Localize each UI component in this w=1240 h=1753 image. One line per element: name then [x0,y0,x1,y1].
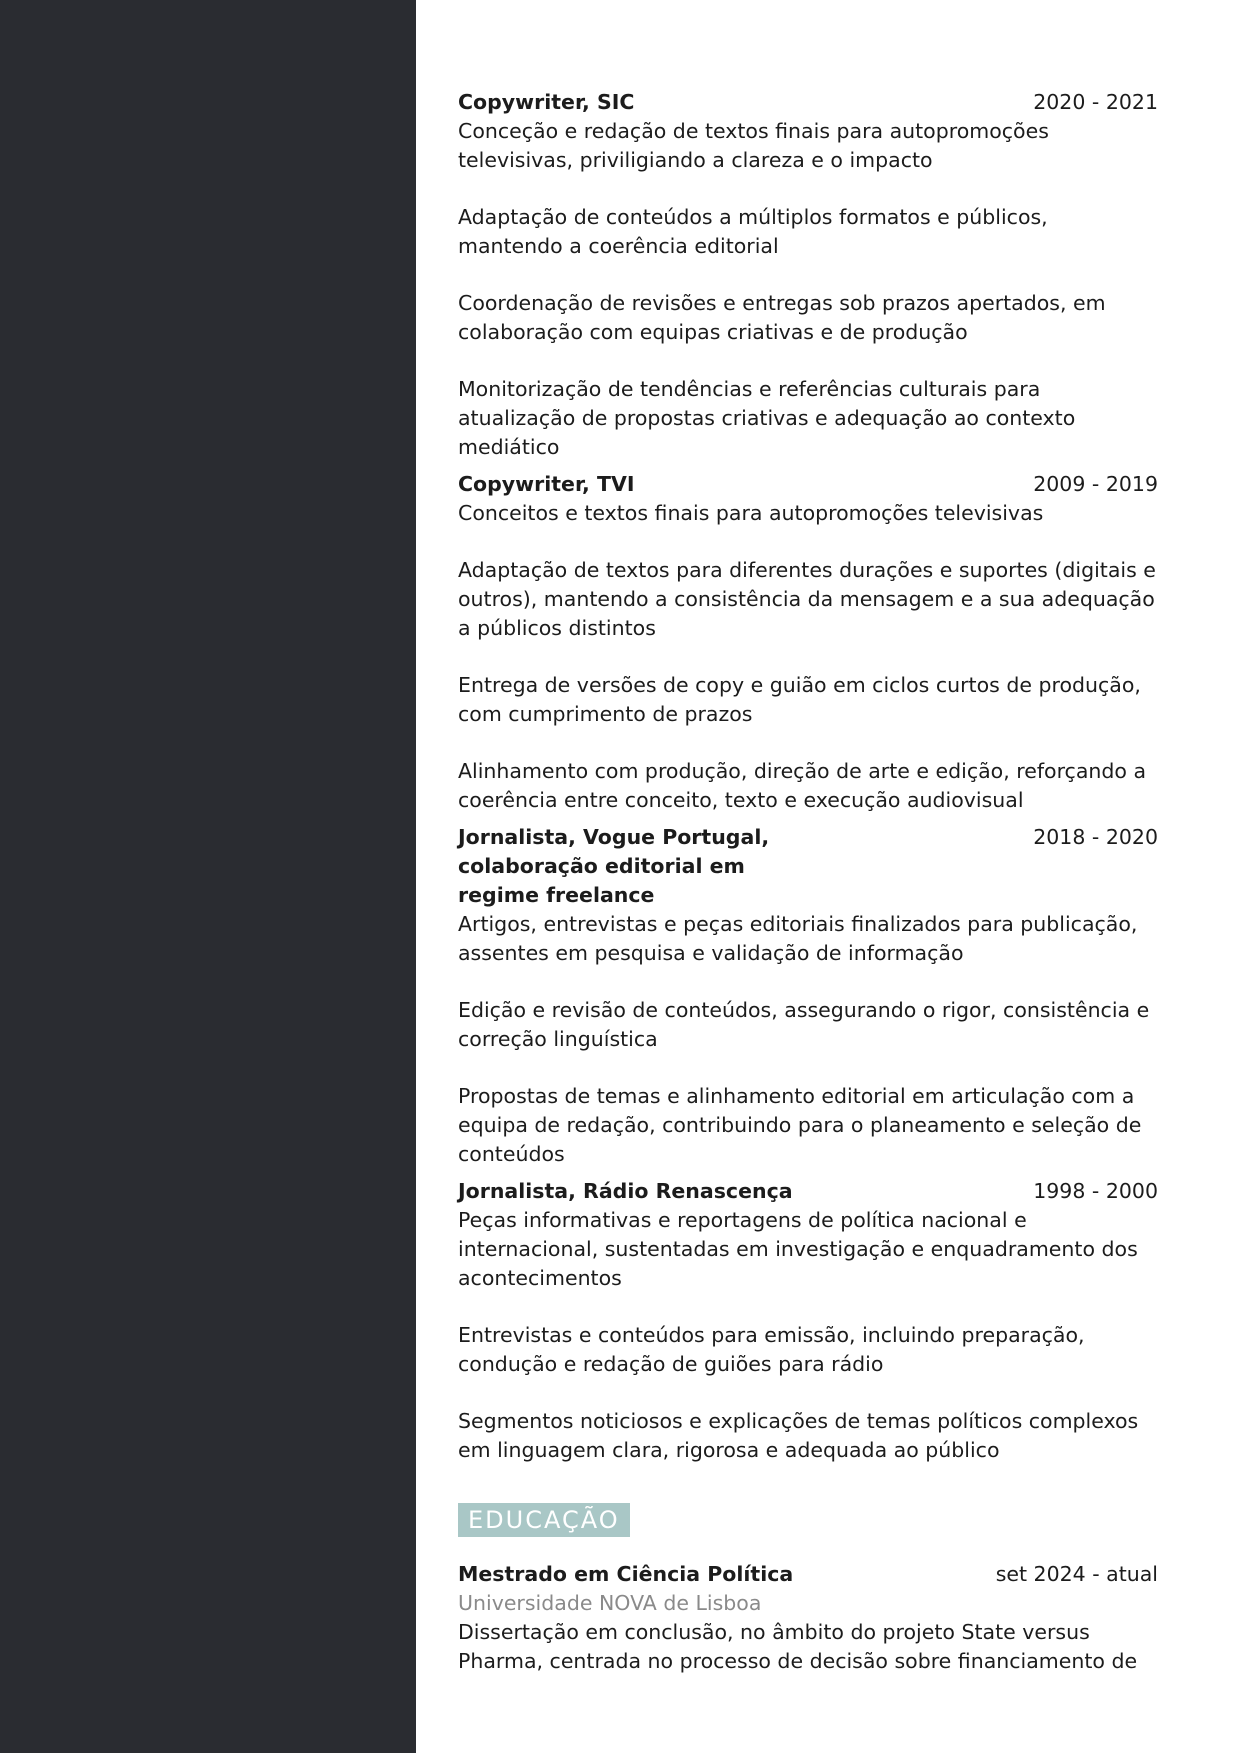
experience-entry [458,1177,1158,1465]
job-bullet: Adaptação de conteúdos a múltiplos formatos e públicos, mantendo a coerência editorial [458,205,1048,258]
job-bullet: Edição e revisão de conteúdos, assegurando o rigor, consistência e correção linguística [458,998,1150,1051]
education-institution: Universidade NOVA de Lisboa [458,1591,762,1615]
job-bullet: Segmentos noticiosos e explicações de temas políticos complexos em linguagem clara, rigorosa e adequada ao público [458,1409,1139,1462]
experience-entry [458,88,1158,462]
job-bullet: Alinhamento com produção, direção de arte e edição, reforçando a coerência entre conceito, texto e execução audiovisual [458,759,1147,812]
job-bullet: Monitorização de tendências e referências culturais para atualização de propostas criativas e adequação ao contexto mediático [458,377,1076,459]
job-title: Jornalista, Vogue Portugal, colaboração editorial em regime freelance [458,825,770,907]
experience-entry [458,470,1158,815]
job-bullet: Coordenação de revisões e entregas sob prazos apertados, em colaboração com equipas criativas e de produção [458,291,1106,344]
job-bullet: Peças informativas e reportagens de política nacional e internacional, sustentadas em investigação e enquadramento dos acontecimentos [458,1208,1138,1290]
job-bullet: Conceção e redação de textos finais para autopromoções televisivas, priviligiando a clareza e o impacto [458,119,1049,172]
job-bullet: Entrega de versões de copy e guião em ciclos curtos de produção, com cumprimento de prazos [458,673,1141,726]
job-title: Copywriter, SIC [458,90,635,114]
job-bullet: Adaptação de textos para diferentes durações e suportes (digitais e outros), mantendo a consistência da mensagem e a sua adequação a públicos distintos [458,558,1156,640]
resume-main-column [458,88,1158,1676]
education-entry-header [458,1560,1158,1589]
job-dates: 2020 - 2021 [1033,90,1158,114]
experience-entry [458,823,1158,1169]
job-bullet: Entrevistas e conteúdos para emissão, incluindo preparação, condução e redação de guiões para rádio [458,1323,1085,1376]
experience-entry-header [458,88,1158,117]
job-bullet: Artigos, entrevistas e peças editoriais finalizados para publicação, assentes em pesquisa e validação de informação [458,912,1138,965]
degree-title: Mestrado em Ciência Política [458,1562,794,1586]
job-dates: 1998 - 2000 [1033,1179,1158,1203]
sidebar-panel [0,0,416,1753]
experience-entry-header [458,1177,1158,1206]
education-dates: set 2024 - atual [995,1562,1158,1586]
experience-entry-header [458,470,1158,499]
job-dates: 2009 - 2019 [1033,472,1158,496]
job-bullet: Conceitos e textos finais para autopromoções televisivas [458,501,1044,525]
education-section-heading: EDUCAÇÃO [458,1503,630,1537]
job-title: Copywriter, TVI [458,472,635,496]
job-bullet: Propostas de temas e alinhamento editorial em articulação com a equipa de redação, contribuindo para o planeamento e seleção de conteúdos [458,1084,1142,1166]
education-description: Dissertação em conclusão, no âmbito do projeto State versus Pharma, centrada no processo de decisão sobre financiamento de [458,1620,1138,1673]
experience-entry-header [458,823,1158,910]
job-dates: 2018 - 2020 [1033,825,1158,849]
job-title: Jornalista, Rádio Renascença [458,1179,793,1203]
education-entry [458,1560,1158,1676]
